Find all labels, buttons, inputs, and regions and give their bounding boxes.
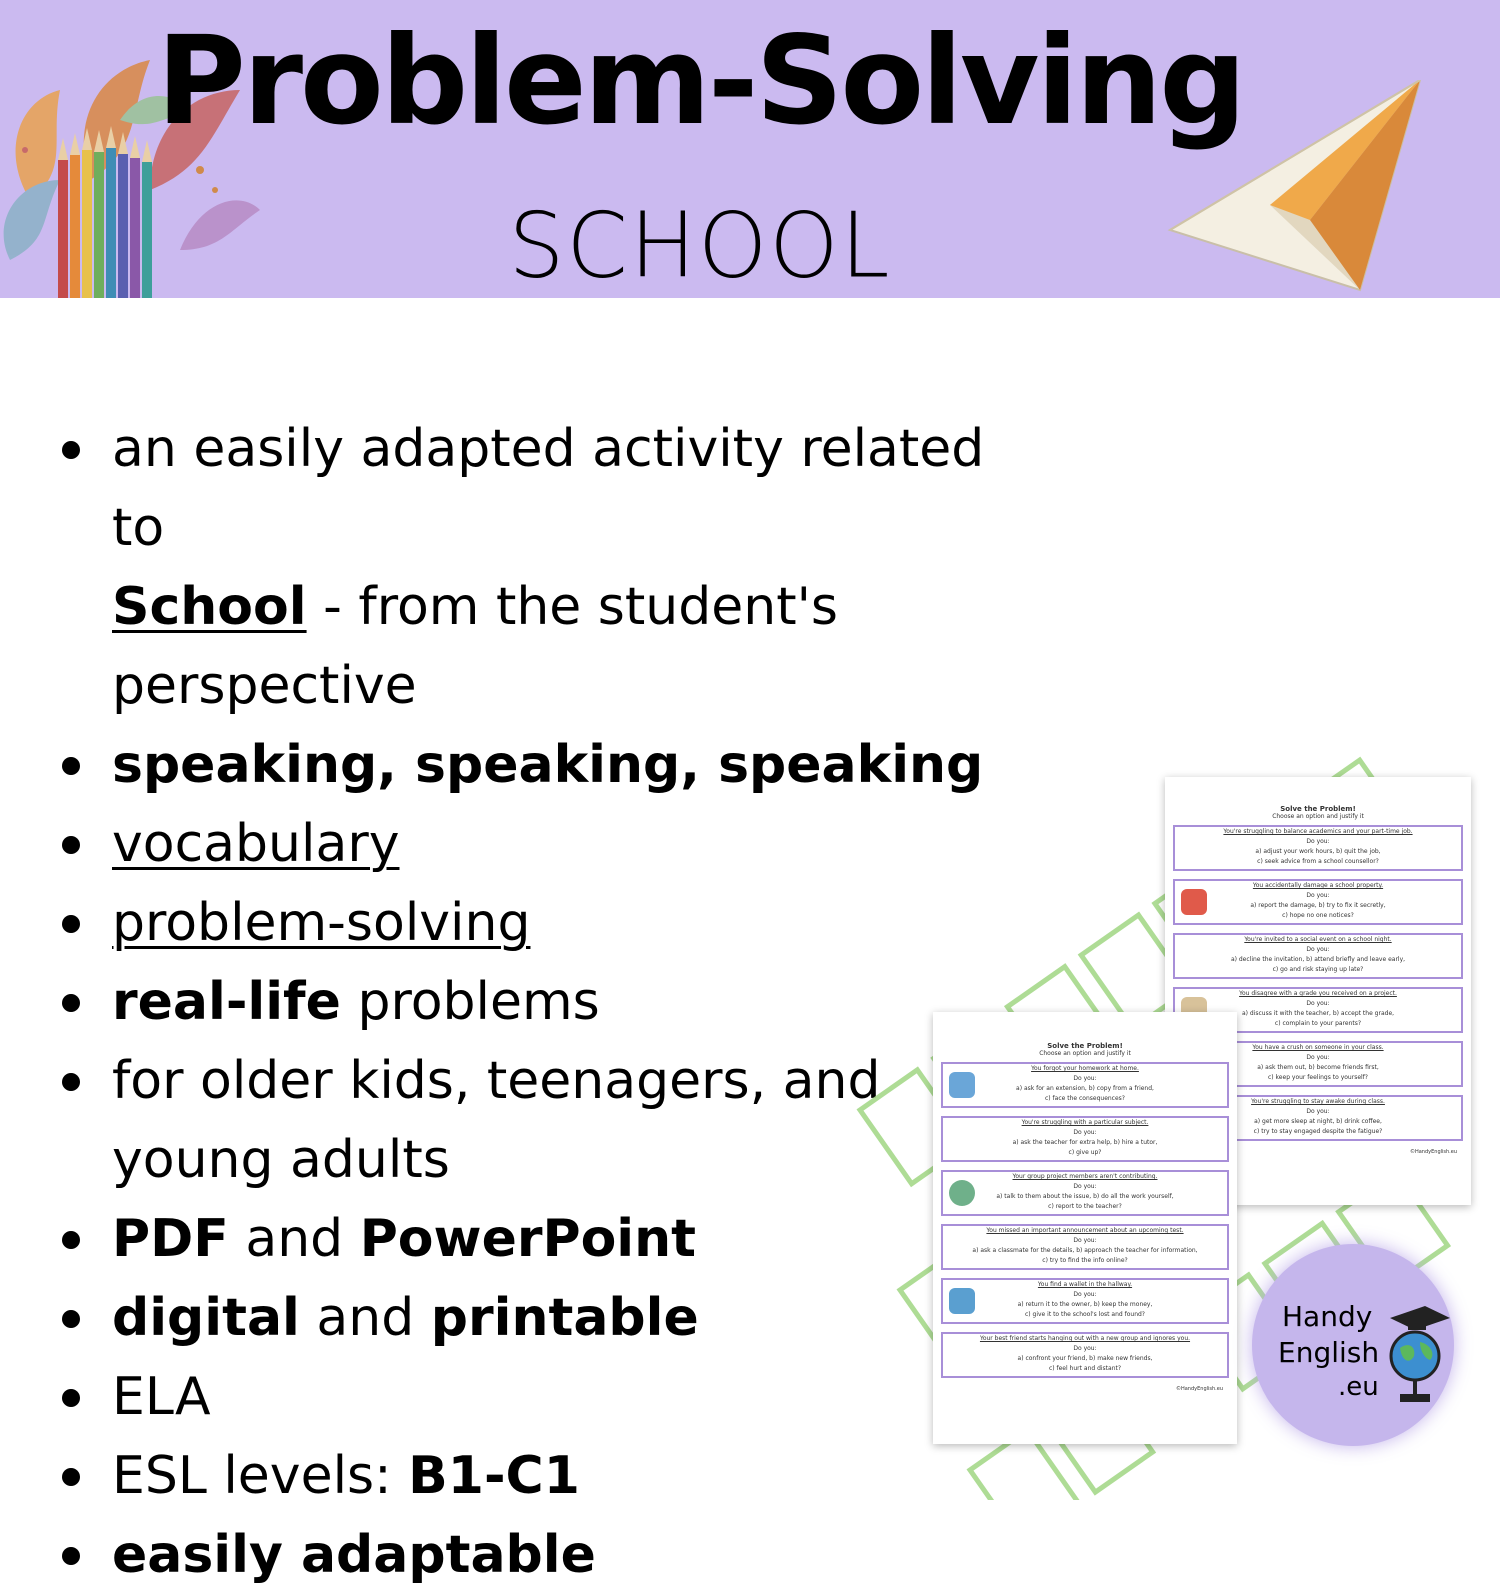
- problem-card: [941, 1224, 1229, 1270]
- card-options-b: c) keep your feelings to yourself?: [1268, 1074, 1368, 1081]
- card-question: You disagree with a grade you received on a project.: [1239, 990, 1397, 997]
- worksheet-heading: Solve the Problem!: [1047, 1042, 1123, 1050]
- feature-keyword: School: [112, 577, 307, 637]
- card-do: Do you:: [1073, 1075, 1097, 1082]
- card-question: Your group project members aren't contributing.: [1012, 1173, 1158, 1180]
- feature-keyword: PDF: [112, 1209, 229, 1269]
- bullet-icon: [62, 441, 80, 459]
- logo-line-3: .eu: [1338, 1372, 1379, 1402]
- feature-keyword: real-life: [112, 972, 341, 1032]
- card-options-a: a) ask for an extension, b) copy from a friend,: [1016, 1085, 1154, 1092]
- card-question: You missed an important announcement about an upcoming test.: [986, 1227, 1184, 1234]
- bullet-icon: [62, 757, 80, 775]
- card-question: You're struggling with a particular subject.: [1021, 1119, 1149, 1126]
- problem-card: [941, 1062, 1229, 1108]
- paper-plane-illustration: [1160, 80, 1440, 298]
- feature-keyword: vocabulary: [112, 814, 400, 874]
- logo-line-1: Handy: [1282, 1300, 1373, 1333]
- card-do: Do you:: [1073, 1183, 1097, 1190]
- feature-keyword: digital: [112, 1288, 300, 1348]
- feature-keyword: PowerPoint: [359, 1209, 697, 1269]
- card-do: Do you:: [1306, 1108, 1330, 1115]
- logo-line-2: English: [1278, 1336, 1380, 1369]
- brand-logo: [1252, 1244, 1454, 1446]
- page-title: Problem-Solving: [156, 10, 1244, 152]
- feature-keyword: B1-C1: [408, 1446, 580, 1506]
- bullet-icon: [62, 1310, 80, 1328]
- feature-text: for older kids, teenagers, and young adults: [112, 1051, 881, 1190]
- problem-card: [941, 1278, 1229, 1324]
- card-options-b: c) try to stay engaged despite the fatigue?: [1253, 1128, 1383, 1135]
- card-do: Do you:: [1073, 1129, 1097, 1136]
- card-question: You're struggling to balance academics and your part-time job.: [1223, 828, 1413, 835]
- feature-text: and: [299, 1288, 431, 1348]
- card-question: You're struggling to stay awake during class.: [1251, 1098, 1385, 1105]
- card-do: Do you:: [1073, 1237, 1097, 1244]
- worksheet-subheading: Choose an option and justify it: [1272, 813, 1364, 820]
- feature-keyword: easily adaptable: [112, 1525, 596, 1585]
- bullet-icon: [62, 1468, 80, 1486]
- bullet-icon: [62, 994, 80, 1012]
- card-question: You're invited to a social event on a school night.: [1244, 936, 1392, 943]
- bullet-icon: [62, 836, 80, 854]
- feature-keyword: problem-solving: [112, 893, 531, 953]
- worksheet-subheading: Choose an option and justify it: [1039, 1050, 1131, 1057]
- card-do: Do you:: [1306, 1054, 1330, 1061]
- card-question: Your best friend starts hanging out with a new group and ignores you.: [979, 1335, 1191, 1342]
- card-question: You have a crush on someone in your class.: [1252, 1044, 1384, 1051]
- feature-text: an easily adapted activity related to: [112, 419, 985, 558]
- apple-icon: [1181, 889, 1207, 915]
- bullet-icon: [62, 1389, 80, 1407]
- page-subtitle: SCHOOL: [508, 192, 892, 298]
- card-options-a: a) ask the teacher for extra help, b) hire a tutor,: [1012, 1139, 1158, 1146]
- feature-text: and: [228, 1209, 360, 1269]
- card-do: Do you:: [1073, 1291, 1097, 1298]
- problem-card: [941, 1116, 1229, 1162]
- card-options-a: a) ask them out, b) become friends first,: [1257, 1064, 1379, 1071]
- card-options-a: a) ask a classmate for the details, b) approach the teacher for information,: [972, 1247, 1198, 1254]
- card-do: Do you:: [1306, 838, 1330, 845]
- feature-text: ESL levels:: [112, 1446, 409, 1506]
- problem-card: [1173, 879, 1463, 925]
- card-options-b: c) feel hurt and distant?: [1048, 1365, 1122, 1372]
- bullet-icon: [62, 915, 80, 933]
- worksheet-page-front: [933, 1012, 1237, 1444]
- card-options-b: c) go and risk staying up late?: [1272, 966, 1364, 973]
- card-options-a: a) confront your friend, b) make new friends,: [1017, 1355, 1153, 1362]
- worksheet-footer: ©HandyEnglish.eu: [1409, 1149, 1457, 1155]
- card-options-a: a) return it to the owner, b) keep the money,: [1017, 1301, 1153, 1308]
- card-options-a: a) report the damage, b) try to fix it secretly,: [1250, 902, 1386, 909]
- card-options-b: c) face the consequences?: [1045, 1095, 1125, 1102]
- card-question: You accidentally damage a school property.: [1252, 882, 1384, 889]
- card-options-b: c) seek advice from a school counsellor?: [1257, 858, 1379, 865]
- card-do: Do you:: [1073, 1345, 1097, 1352]
- globe-icon: [949, 1180, 975, 1206]
- card-options-a: a) discuss it with the teacher, b) accept the grade,: [1241, 1010, 1395, 1017]
- card-question: You forgot your homework at home.: [1031, 1065, 1139, 1072]
- feature-keyword: printable: [430, 1288, 699, 1348]
- card-question: You find a wallet in the hallway.: [1037, 1281, 1133, 1288]
- feature-text: - from the student's perspective: [112, 577, 838, 716]
- card-options-a: a) talk to them about the issue, b) do all the work yourself,: [996, 1193, 1174, 1200]
- problem-card: [941, 1170, 1229, 1216]
- card-options-b: c) hope no one notices?: [1282, 912, 1354, 919]
- header-banner: [0, 0, 1500, 298]
- blackboard-icon: [949, 1288, 975, 1314]
- card-options-b: c) report to the teacher?: [1048, 1203, 1122, 1210]
- feature-text: problems: [340, 972, 600, 1032]
- book-icon: [949, 1072, 975, 1098]
- card-do: Do you:: [1306, 892, 1330, 899]
- card-do: Do you:: [1306, 1000, 1330, 1007]
- bullet-icon: [62, 1231, 80, 1249]
- card-do: Do you:: [1306, 946, 1330, 953]
- card-options-a: a) get more sleep at night, b) drink coffee,: [1254, 1118, 1382, 1125]
- feature-text: ELA: [112, 1367, 211, 1427]
- card-options-a: a) decline the invitation, b) attend briefly and leave early,: [1230, 956, 1406, 963]
- worksheet-footer: ©HandyEnglish.eu: [1175, 1386, 1223, 1392]
- problem-card: [1173, 933, 1463, 979]
- card-options-a: a) adjust your work hours, b) quit the job,: [1255, 848, 1381, 855]
- worksheet-heading: Solve the Problem!: [1280, 805, 1356, 813]
- card-options-b: c) complain to your parents?: [1274, 1020, 1362, 1027]
- bullet-icon: [62, 1073, 80, 1091]
- graduation-globe-icon: [1380, 1298, 1450, 1408]
- feature-item: [62, 1516, 1022, 1595]
- problem-card: [1173, 825, 1463, 871]
- bullet-icon: [62, 1547, 80, 1565]
- card-options-b: c) give up?: [1068, 1149, 1102, 1156]
- problem-card: [941, 1332, 1229, 1378]
- card-options-b: c) try to find the info online?: [1042, 1257, 1128, 1264]
- feature-item: [62, 410, 1022, 726]
- feature-keyword: speaking, speaking, speaking: [112, 735, 984, 795]
- card-options-b: c) give it to the school's lost and found?: [1024, 1311, 1145, 1318]
